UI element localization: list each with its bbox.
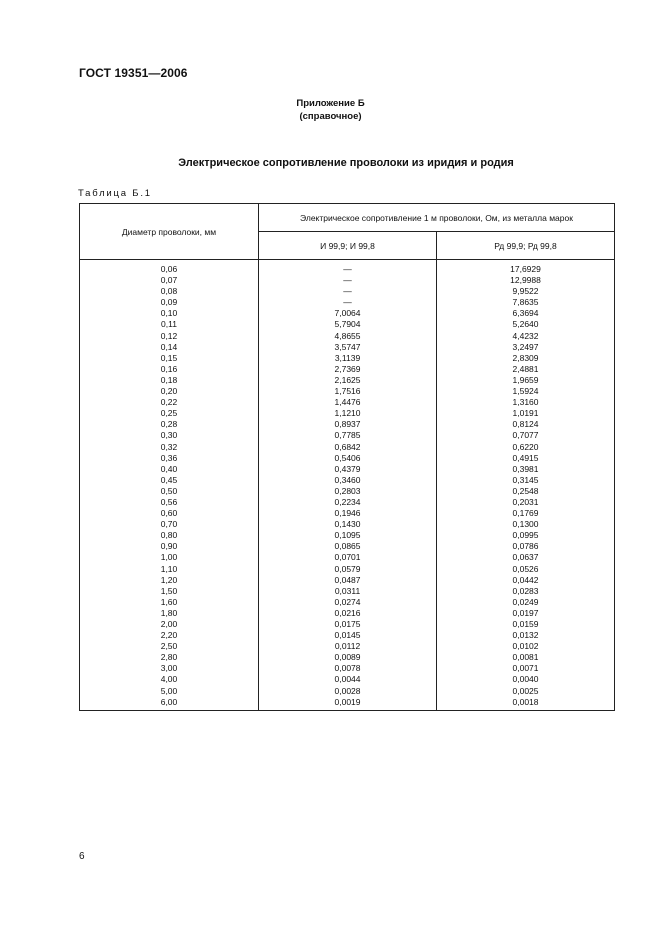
column-header-rhodium: Рд 99,9; Рд 99,8	[437, 232, 615, 260]
cell-diameter: 0,36	[80, 453, 259, 464]
cell-rhodium-resistance: 6,3694	[437, 308, 615, 319]
cell-diameter: 0,08	[80, 286, 259, 297]
cell-rhodium-resistance: 0,0786	[437, 541, 615, 552]
table-row	[80, 674, 615, 685]
cell-iridium-resistance: —	[259, 286, 437, 297]
appendix-subtitle: (справочное)	[299, 111, 362, 122]
cell-iridium-resistance: 1,1210	[259, 408, 437, 419]
cell-iridium-resistance: 0,7785	[259, 430, 437, 441]
cell-rhodium-resistance: 2,4881	[437, 364, 615, 375]
cell-rhodium-resistance: 1,3160	[437, 397, 615, 408]
table-title: Электрическое сопротивление проволоки из иридия и родия	[178, 157, 514, 169]
cell-rhodium-resistance: 0,1769	[437, 508, 615, 519]
table-row	[80, 375, 615, 386]
cell-diameter: 0,80	[80, 530, 259, 541]
cell-rhodium-resistance: 2,8309	[437, 353, 615, 364]
table-row	[80, 297, 615, 308]
cell-iridium-resistance: 0,0019	[259, 697, 437, 711]
cell-diameter: 1,60	[80, 597, 259, 608]
cell-rhodium-resistance: 0,0283	[437, 586, 615, 597]
cell-diameter: 2,20	[80, 630, 259, 641]
table-row	[80, 442, 615, 453]
cell-iridium-resistance: 0,0865	[259, 541, 437, 552]
cell-iridium-resistance: 0,0487	[259, 575, 437, 586]
cell-rhodium-resistance: 17,6929	[437, 260, 615, 276]
cell-rhodium-resistance: 0,6220	[437, 442, 615, 453]
cell-diameter: 2,00	[80, 619, 259, 630]
cell-iridium-resistance: 0,0044	[259, 674, 437, 685]
table-row	[80, 260, 615, 276]
cell-iridium-resistance: 0,3460	[259, 475, 437, 486]
cell-rhodium-resistance: 3,2497	[437, 342, 615, 353]
cell-iridium-resistance: 3,5747	[259, 342, 437, 353]
cell-diameter: 0,14	[80, 342, 259, 353]
cell-rhodium-resistance: 1,0191	[437, 408, 615, 419]
table-row	[80, 364, 615, 375]
cell-rhodium-resistance: 1,9659	[437, 375, 615, 386]
cell-rhodium-resistance: 0,0197	[437, 608, 615, 619]
cell-rhodium-resistance: 1,5924	[437, 386, 615, 397]
cell-rhodium-resistance: 0,3981	[437, 464, 615, 475]
cell-iridium-resistance: 2,1625	[259, 375, 437, 386]
cell-iridium-resistance: 0,0274	[259, 597, 437, 608]
cell-iridium-resistance: 0,0145	[259, 630, 437, 641]
cell-diameter: 0,70	[80, 519, 259, 530]
cell-rhodium-resistance: 0,3145	[437, 475, 615, 486]
cell-diameter: 0,15	[80, 353, 259, 364]
cell-rhodium-resistance: 0,0526	[437, 564, 615, 575]
cell-iridium-resistance: 2,7369	[259, 364, 437, 375]
table-row	[80, 697, 615, 711]
page-number: 6	[79, 851, 85, 862]
table-row	[80, 508, 615, 519]
cell-rhodium-resistance: 0,0442	[437, 575, 615, 586]
cell-diameter: 0,10	[80, 308, 259, 319]
table-row	[80, 308, 615, 319]
table-row	[80, 619, 615, 630]
table-row	[80, 630, 615, 641]
cell-rhodium-resistance: 12,9988	[437, 275, 615, 286]
cell-iridium-resistance: 0,4379	[259, 464, 437, 475]
cell-iridium-resistance: 0,0175	[259, 619, 437, 630]
table-row	[80, 453, 615, 464]
cell-iridium-resistance: 0,6842	[259, 442, 437, 453]
cell-rhodium-resistance: 0,0637	[437, 552, 615, 563]
table-row	[80, 342, 615, 353]
cell-iridium-resistance: 0,2234	[259, 497, 437, 508]
table-row	[80, 497, 615, 508]
cell-diameter: 0,25	[80, 408, 259, 419]
cell-rhodium-resistance: 7,8635	[437, 297, 615, 308]
cell-diameter: 0,22	[80, 397, 259, 408]
cell-diameter: 0,09	[80, 297, 259, 308]
cell-diameter: 1,20	[80, 575, 259, 586]
cell-diameter: 0,60	[80, 508, 259, 519]
cell-diameter: 4,00	[80, 674, 259, 685]
cell-iridium-resistance: 3,1139	[259, 353, 437, 364]
cell-iridium-resistance: 0,0078	[259, 663, 437, 674]
table-row	[80, 552, 615, 563]
table-row	[80, 530, 615, 541]
cell-diameter: 1,80	[80, 608, 259, 619]
cell-rhodium-resistance: 0,0132	[437, 630, 615, 641]
cell-diameter: 0,28	[80, 419, 259, 430]
table-row	[80, 331, 615, 342]
cell-rhodium-resistance: 0,0071	[437, 663, 615, 674]
table-row	[80, 663, 615, 674]
cell-diameter: 0,16	[80, 364, 259, 375]
table-row	[80, 564, 615, 575]
cell-rhodium-resistance: 0,7077	[437, 430, 615, 441]
resistance-table	[79, 203, 615, 711]
table-row	[80, 386, 615, 397]
cell-iridium-resistance: 0,0089	[259, 652, 437, 663]
cell-iridium-resistance: 1,7516	[259, 386, 437, 397]
table-row	[80, 652, 615, 663]
cell-iridium-resistance: 0,0216	[259, 608, 437, 619]
cell-iridium-resistance: 0,0579	[259, 564, 437, 575]
cell-iridium-resistance: 0,1095	[259, 530, 437, 541]
table-row	[80, 586, 615, 597]
cell-diameter: 3,00	[80, 663, 259, 674]
table-row	[80, 397, 615, 408]
table-row	[80, 430, 615, 441]
table-row	[80, 686, 615, 697]
cell-diameter: 6,00	[80, 697, 259, 711]
appendix-title: Приложение Б	[296, 98, 365, 109]
cell-diameter: 0,11	[80, 319, 259, 330]
table-label: Таблица Б.1	[78, 188, 152, 199]
column-header-resistance: Электрическое сопротивление 1 м проволоки, Ом, из металла марок	[259, 204, 615, 232]
cell-diameter: 0,18	[80, 375, 259, 386]
appendix-heading	[0, 97, 661, 123]
table-row	[80, 541, 615, 552]
cell-diameter: 1,10	[80, 564, 259, 575]
table-row	[80, 419, 615, 430]
cell-diameter: 0,30	[80, 430, 259, 441]
cell-iridium-resistance: —	[259, 260, 437, 276]
table-row	[80, 286, 615, 297]
cell-iridium-resistance: —	[259, 275, 437, 286]
table-row	[80, 486, 615, 497]
cell-rhodium-resistance: 0,8124	[437, 419, 615, 430]
cell-rhodium-resistance: 4,4232	[437, 331, 615, 342]
cell-diameter: 0,40	[80, 464, 259, 475]
table-row	[80, 608, 615, 619]
cell-iridium-resistance: —	[259, 297, 437, 308]
cell-rhodium-resistance: 0,0018	[437, 697, 615, 711]
table-row	[80, 408, 615, 419]
column-header-iridium: И 99,9; И 99,8	[259, 232, 437, 260]
cell-rhodium-resistance: 0,0025	[437, 686, 615, 697]
cell-iridium-resistance: 0,0701	[259, 552, 437, 563]
cell-iridium-resistance: 5,7904	[259, 319, 437, 330]
cell-diameter: 0,06	[80, 260, 259, 276]
cell-diameter: 0,56	[80, 497, 259, 508]
cell-rhodium-resistance: 0,4915	[437, 453, 615, 464]
cell-rhodium-resistance: 9,9522	[437, 286, 615, 297]
cell-rhodium-resistance: 0,0102	[437, 641, 615, 652]
table-row	[80, 464, 615, 475]
table-row	[80, 319, 615, 330]
cell-iridium-resistance: 0,0028	[259, 686, 437, 697]
cell-rhodium-resistance: 0,2548	[437, 486, 615, 497]
cell-diameter: 2,80	[80, 652, 259, 663]
cell-rhodium-resistance: 0,0995	[437, 530, 615, 541]
cell-rhodium-resistance: 0,2031	[437, 497, 615, 508]
standard-designation: ГОСТ 19351—2006	[79, 66, 188, 80]
cell-rhodium-resistance: 0,0081	[437, 652, 615, 663]
cell-rhodium-resistance: 0,0159	[437, 619, 615, 630]
cell-iridium-resistance: 0,0112	[259, 641, 437, 652]
cell-diameter: 0,45	[80, 475, 259, 486]
table-row	[80, 641, 615, 652]
table-row	[80, 475, 615, 486]
cell-diameter: 0,32	[80, 442, 259, 453]
cell-iridium-resistance: 0,0311	[259, 586, 437, 597]
cell-iridium-resistance: 7,0064	[259, 308, 437, 319]
cell-diameter: 0,90	[80, 541, 259, 552]
cell-diameter: 0,50	[80, 486, 259, 497]
cell-iridium-resistance: 1,4476	[259, 397, 437, 408]
table-body	[80, 260, 615, 711]
table-row	[80, 597, 615, 608]
cell-rhodium-resistance: 0,1300	[437, 519, 615, 530]
cell-rhodium-resistance: 0,0040	[437, 674, 615, 685]
cell-iridium-resistance: 0,2803	[259, 486, 437, 497]
cell-iridium-resistance: 0,8937	[259, 419, 437, 430]
cell-diameter: 0,12	[80, 331, 259, 342]
cell-diameter: 5,00	[80, 686, 259, 697]
table-row	[80, 275, 615, 286]
cell-rhodium-resistance: 0,0249	[437, 597, 615, 608]
cell-rhodium-resistance: 5,2640	[437, 319, 615, 330]
cell-iridium-resistance: 4,8655	[259, 331, 437, 342]
table-row	[80, 519, 615, 530]
table-row	[80, 575, 615, 586]
column-header-diameter: Диаметр проволоки, мм	[80, 204, 259, 260]
cell-diameter: 0,20	[80, 386, 259, 397]
cell-diameter: 0,07	[80, 275, 259, 286]
cell-iridium-resistance: 0,5406	[259, 453, 437, 464]
cell-diameter: 1,50	[80, 586, 259, 597]
cell-iridium-resistance: 0,1946	[259, 508, 437, 519]
cell-diameter: 2,50	[80, 641, 259, 652]
cell-iridium-resistance: 0,1430	[259, 519, 437, 530]
table-row	[80, 353, 615, 364]
cell-diameter: 1,00	[80, 552, 259, 563]
